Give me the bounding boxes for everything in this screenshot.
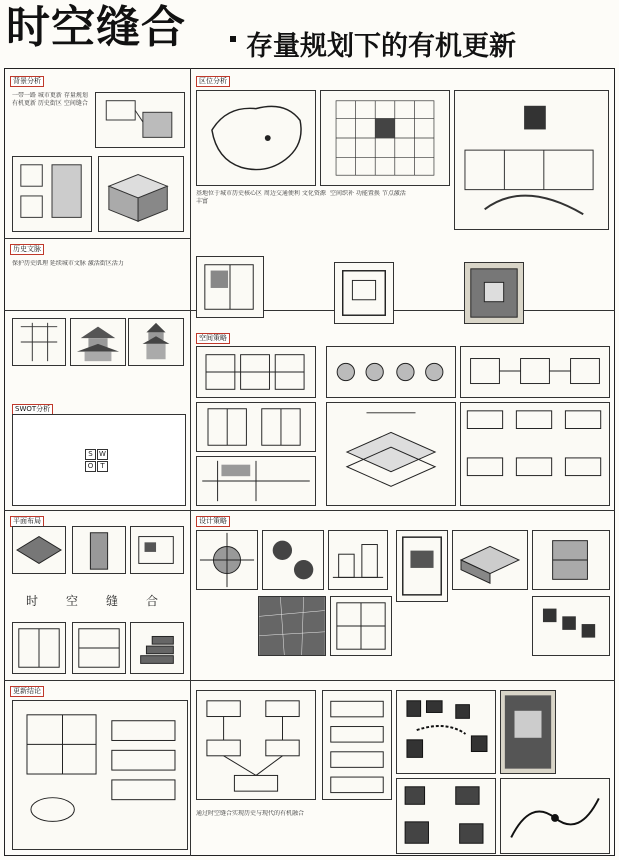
conclusion-flowchart [196, 690, 316, 800]
site-plan-main [396, 690, 496, 774]
divider [4, 510, 615, 511]
design-plan-a [396, 530, 448, 602]
design-aerial-dense [258, 596, 326, 656]
sketch-diagram [95, 92, 185, 148]
swot-s: S [85, 449, 96, 460]
divider [4, 680, 615, 681]
site-plan-detail [500, 690, 556, 774]
strategy-list [460, 402, 610, 506]
sketch-axon [98, 156, 184, 232]
section-label-plan: 平面布局 [10, 516, 44, 527]
design-axon-a [452, 530, 528, 590]
map-china [196, 90, 316, 186]
sketch-blocks [12, 156, 92, 232]
sketch-grid-small [12, 318, 66, 366]
design-section [328, 530, 388, 590]
section-label-history: 历史文脉 [10, 244, 44, 255]
site-plan-path [500, 778, 610, 854]
map-site [454, 90, 609, 230]
strategy-axon-b [326, 402, 456, 506]
design-circles [262, 530, 324, 590]
plan-sketch-block [130, 526, 184, 574]
swot-w: W [97, 449, 108, 460]
plan-sketch-stairs [130, 622, 184, 674]
plan-sketch-tower [72, 526, 126, 574]
strategy-flow [460, 346, 610, 398]
conclusion-note: 通过时空缝合实现历史与现代的有机融合 [196, 810, 305, 817]
swot-t: T [97, 461, 108, 472]
section-label-location: 区位分析 [196, 76, 230, 87]
plan-quarter [196, 256, 264, 318]
section-label-background: 背景分析 [10, 76, 44, 87]
divider [190, 68, 191, 856]
sketch-pagoda-2 [128, 318, 184, 366]
design-axon-b [532, 530, 610, 590]
conclusion-list [322, 690, 392, 800]
strategy-grid-b [196, 402, 316, 452]
plan-sketch-roof [12, 526, 66, 574]
poster-title: 时空缝合 [6, 2, 186, 53]
plan-dense [464, 262, 524, 324]
location-note: 基地位于城市历史核心区 周边交通便利 文化资源丰富 [196, 190, 326, 205]
divider [4, 238, 190, 239]
strategy-circles [326, 346, 456, 398]
plan-sketch-grid-1 [12, 622, 66, 674]
design-plan-b [532, 596, 610, 656]
strategy-grid-a [196, 346, 316, 398]
swot-o: O [85, 461, 96, 472]
site-plan-street [396, 778, 496, 854]
design-quad [330, 596, 392, 656]
strategy-grid-c [196, 456, 316, 506]
big-slogan: 时空缝合 [26, 594, 187, 608]
plan-sketch-grid-2 [72, 622, 126, 674]
conclusion-diagram [12, 700, 188, 850]
section-label-swot: SWOT分析 [12, 404, 53, 415]
section-label-conclusion: 更新结论 [10, 686, 44, 697]
strategy-note: 空间织补 功能置换 节点激活 [330, 190, 406, 197]
sketch-pagoda-1 [70, 318, 126, 366]
section-label-design: 设计策略 [196, 516, 230, 527]
section-label-strategy: 空间策略 [196, 333, 230, 344]
history-note: 保护历史肌理 延续城市文脉 激活街区活力 [12, 260, 124, 267]
design-radial [196, 530, 258, 590]
poster-subtitle: 存量规划下的有机更新 [246, 31, 516, 62]
plan-courtyard [334, 262, 394, 324]
background-note: 一带一路 城市更新 存量规划 有机更新 历史街区 空间缝合 [12, 92, 88, 107]
title-bullet [230, 36, 236, 42]
map-city-grid [320, 90, 450, 186]
swot-box [12, 414, 186, 506]
